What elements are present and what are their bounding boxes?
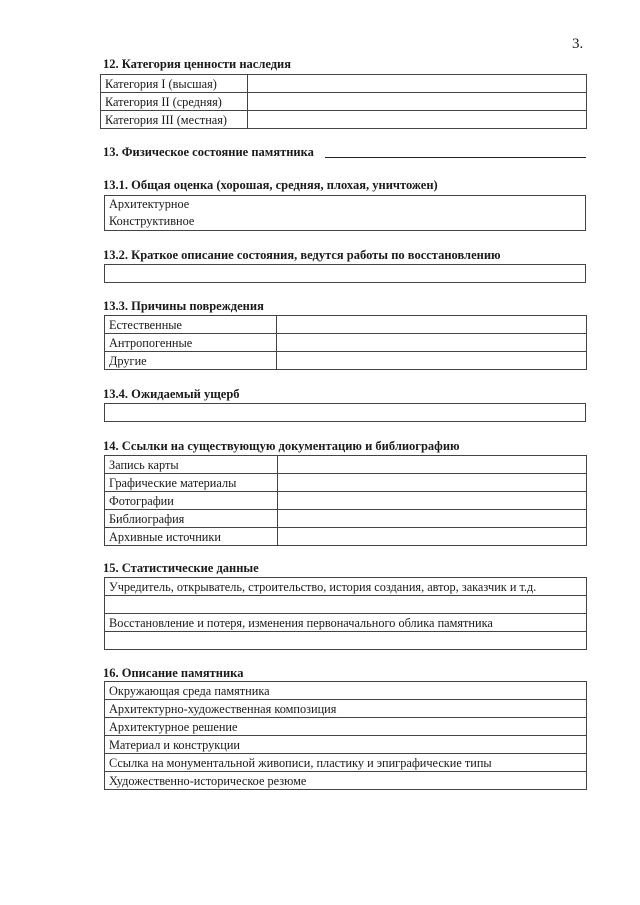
table-row [105, 352, 587, 370]
photographs-field[interactable] [278, 492, 587, 510]
section-12-heading: 12. Категория ценности наследия [103, 57, 292, 71]
bibliography-field[interactable] [278, 510, 587, 528]
row-label: Восстановление и потеря, изменения первоначального облика памятника [105, 614, 587, 632]
section-15-heading: 15. Статистические данные [103, 561, 259, 575]
table-row [105, 334, 587, 352]
row-label: Графические материалы [105, 474, 278, 492]
documentation-table [104, 455, 587, 546]
artistic-composition-row[interactable]: Архитектурно-художественная композиция [105, 700, 587, 718]
category-2-field[interactable] [248, 93, 587, 111]
table-row [105, 614, 587, 632]
table-row[interactable] [105, 700, 587, 718]
materials-structures-row[interactable]: Материал и конструкции [105, 736, 587, 754]
section-14-heading: 14. Ссылки на существующую документацию и библиографию [103, 439, 460, 453]
statistical-data-table [104, 577, 587, 650]
row-label: Антропогенные [105, 334, 277, 352]
condition-description-field[interactable] [104, 264, 586, 283]
archival-sources-field[interactable] [278, 528, 587, 546]
section-13-3-heading: 13.3. Причины повреждения [103, 299, 264, 313]
anthropogenic-causes-field[interactable] [277, 334, 587, 352]
row-label: Другие [105, 352, 277, 370]
section-16-heading: 16. Описание памятника [103, 666, 244, 680]
environment-row[interactable]: Окружающая среда памятника [105, 682, 587, 700]
page-number: 3. [572, 36, 584, 52]
row-label: Запись карты [105, 456, 278, 474]
table-row [101, 93, 587, 111]
section-13-2-heading: 13.2. Краткое описание состояния, ведутся работы по восстановлению [103, 248, 501, 262]
heritage-category-table [100, 74, 587, 129]
restoration-changes-field[interactable] [105, 632, 587, 650]
table-row [105, 578, 587, 596]
damage-causes-table [104, 315, 587, 370]
founders-history-field[interactable] [105, 596, 587, 614]
general-assessment-box[interactable] [104, 195, 586, 231]
table-row [105, 456, 587, 474]
monumental-painting-row[interactable]: Ссылка на монументальной живописи, пластику и эпиграфические типы [105, 754, 587, 772]
table-row [105, 316, 587, 334]
physical-condition-field[interactable] [325, 157, 586, 158]
row-label: Учредитель, открыватель, строительство, история создания, автор, заказчик и т.д. [105, 578, 587, 596]
table-row [105, 632, 587, 650]
monument-description-table [104, 681, 587, 790]
historical-summary-row[interactable]: Художественно-историческое резюме [105, 772, 587, 790]
assessment-line-architectural: Архитектурное [109, 197, 190, 211]
section-13-4-heading: 13.4. Ожидаемый ущерб [103, 387, 240, 401]
table-row[interactable] [105, 682, 587, 700]
row-label: Архивные источники [105, 528, 278, 546]
graphic-materials-field[interactable] [278, 474, 587, 492]
table-row [101, 111, 587, 129]
table-row[interactable] [105, 754, 587, 772]
table-row[interactable] [105, 718, 587, 736]
table-row [105, 596, 587, 614]
expected-damage-field[interactable] [104, 403, 586, 422]
assessment-line-structural: Конструктивное [109, 214, 195, 228]
map-record-field[interactable] [278, 456, 587, 474]
row-label: Фотографии [105, 492, 278, 510]
row-label: Библиография [105, 510, 278, 528]
section-13-1-heading: 13.1. Общая оценка (хорошая, средняя, плохая, уничтожен) [103, 178, 438, 192]
table-row [105, 528, 587, 546]
row-label: Категория III (местная) [101, 111, 248, 129]
architectural-solution-row[interactable]: Архитектурное решение [105, 718, 587, 736]
table-row [101, 75, 587, 93]
section-13-heading: 13. Физическое состояние памятника [103, 145, 314, 159]
natural-causes-field[interactable] [277, 316, 587, 334]
table-row [105, 492, 587, 510]
table-row [105, 474, 587, 492]
row-label: Естественные [105, 316, 277, 334]
table-row[interactable] [105, 736, 587, 754]
other-causes-field[interactable] [277, 352, 587, 370]
table-row [105, 510, 587, 528]
row-label: Категория II (средняя) [101, 93, 248, 111]
table-row[interactable] [105, 772, 587, 790]
row-label: Категория I (высшая) [101, 75, 248, 93]
category-3-field[interactable] [248, 111, 587, 129]
category-1-field[interactable] [248, 75, 587, 93]
